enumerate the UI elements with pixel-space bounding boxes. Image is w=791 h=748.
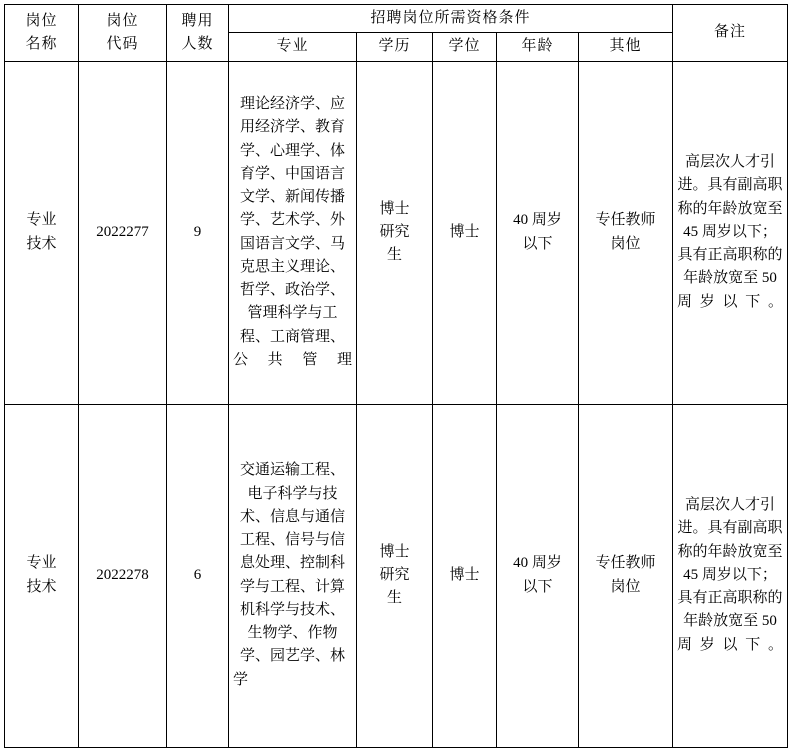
cell-degree: 博士	[433, 61, 497, 404]
other-line2: 岗位	[610, 578, 641, 595]
header-hire-count	[167, 5, 229, 62]
cell-major: 理论经济学、应用经济学、教育学、心理学、体育学、中国语言文学、新闻传播学、艺术学、外国语言文学、马克思主义理论、哲学、政治学、管理科学与工程、工商管理、公共管理	[229, 61, 357, 404]
header-post-code-line2: 代码	[106, 35, 139, 52]
header-degree: 学位	[433, 33, 497, 61]
cell-remark: 高层次人才引进。具有副高职称的年龄放宽至 45 周岁以下；具有正高职称的年龄放宽至 50 周岁以下。	[673, 61, 788, 404]
cell-hire-count: 6	[167, 404, 229, 747]
header-post-name-line1: 岗位	[25, 12, 58, 29]
header-other: 其他	[579, 33, 673, 61]
cell-major: 交通运输工程、电子科学与技术、信息与通信工程、信号与信息处理、控制科学与工程、计算机科学与技术、生物学、作物学、园艺学、林学	[229, 404, 357, 747]
post-name-line2: 技术	[26, 578, 57, 595]
education-line1: 博士	[379, 200, 410, 217]
table-row	[5, 61, 788, 404]
post-name-line2: 技术	[26, 235, 57, 252]
header-remark: 备注	[673, 5, 788, 62]
cell-degree: 博士	[433, 404, 497, 747]
age-line1: 40 周岁	[513, 555, 562, 572]
education-line2: 研究	[379, 566, 410, 583]
age-line1: 40 周岁	[513, 212, 562, 229]
cell-education	[357, 61, 433, 404]
cell-education	[357, 404, 433, 747]
other-line1: 专任教师	[595, 212, 656, 229]
header-education: 学历	[357, 33, 433, 61]
education-line2: 研究	[379, 223, 410, 240]
table-header	[5, 5, 788, 62]
age-line2: 以下	[522, 235, 553, 252]
cell-other	[579, 404, 673, 747]
other-line1: 专任教师	[595, 555, 656, 572]
header-age: 年龄	[497, 33, 579, 61]
age-line2: 以下	[522, 578, 553, 595]
education-line1: 博士	[379, 543, 410, 560]
cell-age	[497, 404, 579, 747]
header-post-code	[79, 5, 167, 62]
header-hire-count-line2: 人数	[181, 35, 214, 52]
cell-post-name	[5, 61, 79, 404]
header-post-name	[5, 5, 79, 62]
cell-other	[579, 61, 673, 404]
cell-post-code: 2022277	[79, 61, 167, 404]
document-page	[0, 4, 791, 713]
other-line2: 岗位	[610, 235, 641, 252]
recruitment-positions-table	[4, 4, 788, 748]
cell-post-code: 2022278	[79, 404, 167, 747]
header-post-name-line2: 名称	[25, 35, 58, 52]
header-row-1	[5, 5, 788, 33]
cell-age	[497, 61, 579, 404]
post-name-line1: 专业	[26, 212, 57, 229]
header-hire-count-line1: 聘用	[181, 12, 214, 29]
header-qualification-group: 招聘岗位所需资格条件	[229, 5, 673, 33]
header-major: 专业	[229, 33, 357, 61]
post-name-line1: 专业	[26, 555, 57, 572]
header-post-code-line1: 岗位	[106, 12, 139, 29]
cell-hire-count: 9	[167, 61, 229, 404]
table-body	[5, 61, 788, 747]
cell-remark: 高层次人才引进。具有副高职称的年龄放宽至 45 周岁以下；具有正高职称的年龄放宽至 50 周岁以下。	[673, 404, 788, 747]
education-line3: 生	[386, 247, 402, 264]
education-line3: 生	[386, 590, 402, 607]
table-row	[5, 404, 788, 747]
cell-post-name	[5, 404, 79, 747]
